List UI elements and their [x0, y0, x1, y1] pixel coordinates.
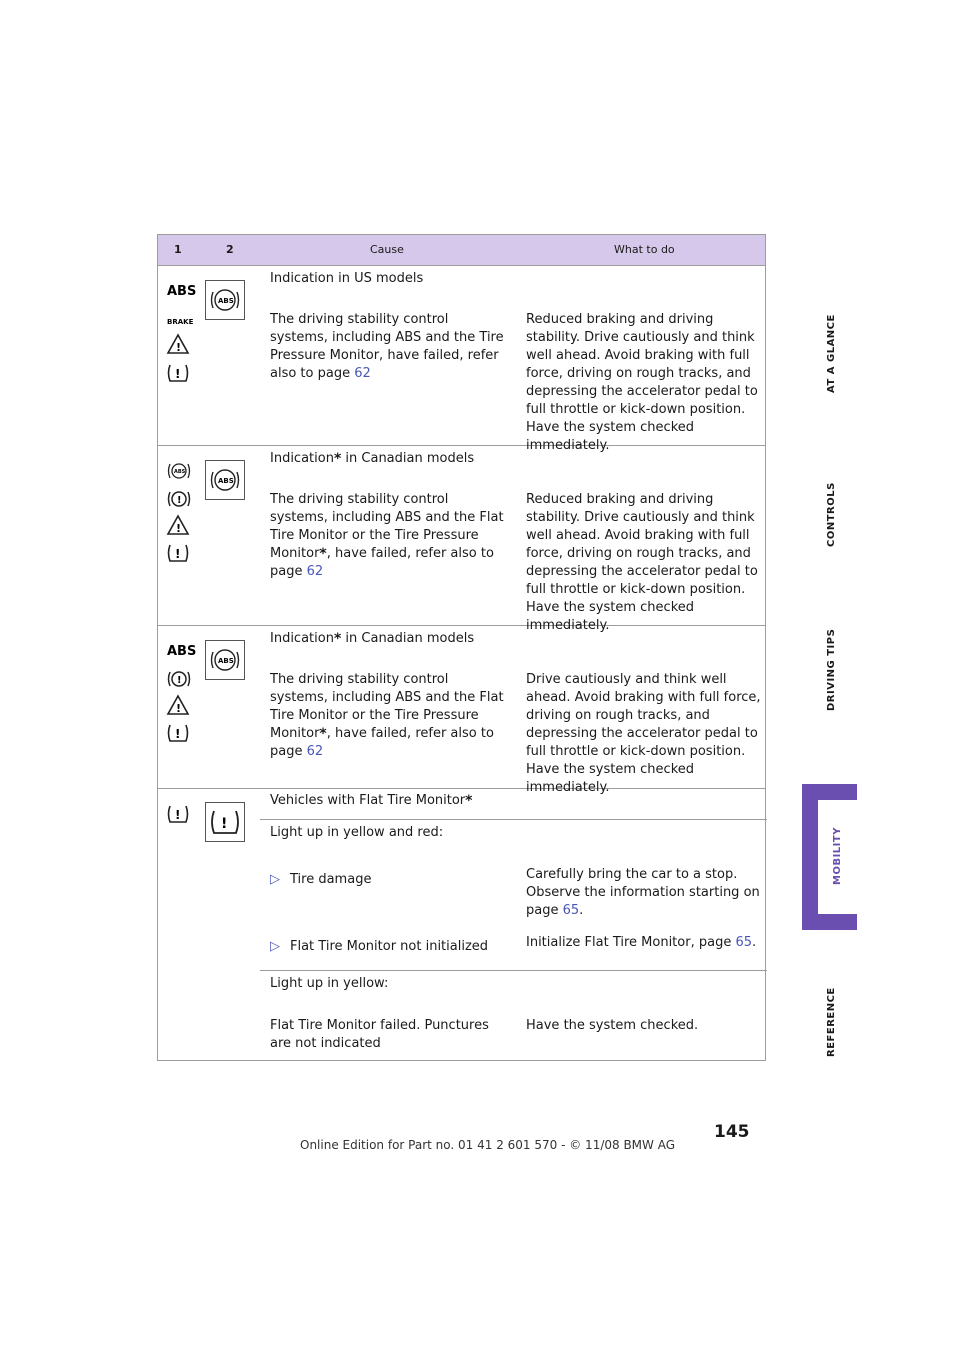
row4-sub2: Light up in yellow: — [270, 976, 389, 991]
row3-star: * — [333, 631, 342, 647]
svg-text:BRAKE: BRAKE — [167, 318, 194, 326]
row4-b2-action-text: Initialize Flat Tire Monitor, page — [526, 935, 732, 950]
row2-title — [270, 450, 510, 468]
side-tab-mobility[interactable]: MOBILITY — [832, 827, 843, 885]
bullet-icon: ▷ — [270, 872, 280, 887]
svg-text:ABS: ABS — [167, 644, 197, 659]
warning-triangle-icon — [166, 333, 190, 359]
svg-text:ABS: ABS — [174, 469, 186, 475]
row1-cause-text: The driving stability control systems, including ABS and the Tire Pressure Monitor, have failed, refer also to page — [270, 312, 504, 381]
header-col-1: 1 — [174, 243, 182, 256]
header-col-2: 2 — [226, 243, 234, 256]
row3-cause — [270, 671, 510, 761]
brake-exclamation-icon — [166, 668, 192, 694]
row4-star: * — [465, 793, 473, 809]
row4-b1-page-link[interactable]: 65 — [562, 903, 580, 918]
tire-pressure-icon — [166, 722, 190, 748]
row2-cause-tail: , have failed, refer also to page — [270, 546, 494, 579]
row4-bullet1 — [270, 871, 510, 889]
warning-triangle-icon — [166, 694, 190, 720]
row1-title: Indication in US models — [270, 271, 424, 286]
row2-title-suffix: in Canadian models — [341, 451, 475, 466]
abs-circle-box-icon — [205, 640, 245, 680]
bullet-icon: ▷ — [270, 939, 280, 954]
row2-cause-text: The driving stability control systems, including ABS and the Flat Tire Monitor or the Tire Pressure Monitor — [270, 492, 504, 561]
row1-cause — [270, 311, 510, 383]
brake-text-icon — [166, 312, 194, 331]
svg-text:ABS: ABS — [218, 297, 234, 305]
row4-b1-action-text: Carefully bring the car to a stop. Observe the information starting on page — [526, 867, 760, 918]
tire-pressure-box-icon — [205, 802, 245, 842]
tire-pressure-icon — [166, 542, 190, 568]
row3-cause-star: * — [319, 726, 327, 742]
tire-pressure-icon — [166, 362, 190, 388]
svg-text:!: ! — [176, 522, 182, 535]
svg-text:!: ! — [175, 367, 181, 381]
row3-cause-text: The driving stability control systems, including ABS and the Flat Tire Monitor or the Tire Pressure Monitor — [270, 672, 504, 741]
row4-sub1: Light up in yellow and red: — [270, 825, 444, 840]
row3-action: Drive cautiously and think well ahead. Avoid braking with full force, driving on rough tracks, and depressing the accelerator pedal to full throttle or kick-down position. Have the system checked immediately. — [526, 672, 761, 795]
row4-bullet1-text: Tire damage — [290, 872, 372, 887]
svg-text:!: ! — [221, 816, 228, 832]
svg-text:!: ! — [175, 547, 181, 561]
abs-text-icon — [166, 282, 197, 302]
side-tab-reference[interactable]: REFERENCE — [826, 987, 837, 1057]
row2-star: * — [333, 451, 342, 467]
row2-page-link[interactable]: 62 — [306, 564, 324, 579]
row4-bullet2-action — [526, 934, 762, 952]
row4-bullet2-text: Flat Tire Monitor not initialized — [290, 939, 489, 954]
row4-action3: Have the system checked. — [526, 1018, 699, 1033]
header-cause: Cause — [370, 243, 404, 256]
row1-action: Reduced braking and driving stability. Drive cautiously and think well ahead. Avoid braking with full force, driving on rough tracks, and depressing the accelerator pedal to full throttle or kick-down position. Have the system checked immediately. — [526, 312, 758, 453]
row4-b1-period: . — [579, 903, 584, 918]
svg-text:ABS: ABS — [167, 284, 197, 299]
table-header — [158, 235, 765, 265]
header-what-to-do: What to do — [614, 243, 675, 256]
row3-title-text: Indication — [270, 631, 334, 646]
row4-title-text: Vehicles with Flat Tire Monitor — [270, 793, 466, 808]
svg-text:ABS: ABS — [218, 657, 234, 665]
side-tab-at-a-glance[interactable]: AT A GLANCE — [826, 314, 837, 393]
row2-title-text: Indication — [270, 451, 334, 466]
abs-circle-box-icon — [205, 280, 245, 320]
row3-title — [270, 630, 510, 648]
row2-action: Reduced braking and driving stability. Drive cautiously and think well ahead. Avoid braking with full force, driving on rough tracks, and depressing the accelerator pedal to full throttle or kick-down position. Have the system checked immediately. — [526, 492, 758, 633]
row3-page-link[interactable]: 62 — [306, 744, 324, 759]
svg-text:ABS: ABS — [218, 477, 234, 485]
row4-cause3: Flat Tire Monitor failed. Punctures are not indicated — [270, 1018, 489, 1051]
svg-text:!: ! — [175, 808, 181, 822]
row2-cause-star: * — [319, 546, 327, 562]
side-tab-controls[interactable]: CONTROLS — [826, 482, 837, 547]
svg-text:!: ! — [175, 727, 181, 741]
svg-text:!: ! — [177, 495, 182, 506]
abs-circle-box-icon — [205, 460, 245, 500]
abs-text-icon — [166, 642, 197, 662]
row3-cause-tail: , have failed, refer also to page — [270, 726, 494, 759]
footer-edition: Online Edition for Part no. 01 41 2 601 570 - © 11/08 BMW AG — [300, 1138, 676, 1152]
row4-b2-page-link[interactable]: 65 — [735, 935, 753, 950]
row4-bullet1-action — [526, 866, 762, 920]
abs-circle-icon — [166, 460, 192, 486]
svg-text:!: ! — [177, 675, 182, 686]
svg-text:!: ! — [176, 341, 182, 354]
row3-title-suffix: in Canadian models — [341, 631, 475, 646]
side-tab-driving-tips[interactable]: DRIVING TIPS — [826, 628, 837, 711]
row4-b2-period: . — [752, 935, 757, 950]
row1-page-link[interactable]: 62 — [354, 366, 371, 381]
row2-cause — [270, 491, 510, 581]
tire-pressure-icon — [166, 803, 190, 829]
svg-text:!: ! — [176, 702, 182, 715]
row4-title — [270, 792, 570, 810]
page-number: 145 — [714, 1122, 750, 1142]
row4-bullet2 — [270, 938, 520, 956]
warning-triangle-icon — [166, 514, 190, 540]
brake-exclamation-icon — [166, 488, 192, 514]
